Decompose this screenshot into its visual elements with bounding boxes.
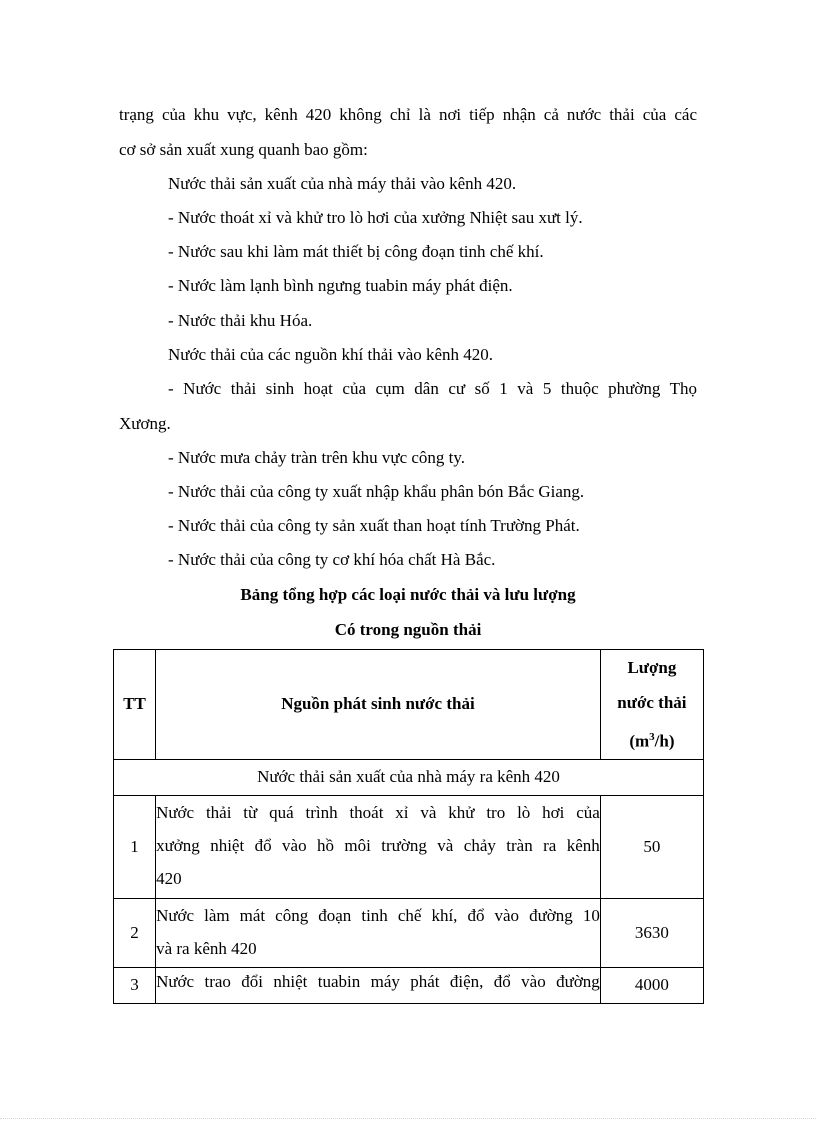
intro-line-1: trạng của khu vực, kênh 420 không chỉ là nơi tiếp nhận cả nước thải của các	[119, 105, 697, 124]
header-flow-unit	[601, 720, 703, 759]
row-source	[156, 795, 601, 898]
header-flow-unit-sup: 3	[649, 731, 655, 743]
wastewater-table	[113, 649, 704, 1004]
group2-item: - Nước thải của công ty cơ khí hóa chất Hà Bắc.	[168, 550, 496, 569]
row-source-line: 420	[156, 868, 182, 888]
group2-heading: Nước thải của các nguồn khí thải vào kênh 420.	[168, 345, 494, 364]
row-tt: 3	[114, 967, 156, 1003]
table-row	[114, 967, 704, 1003]
header-flow-unit-prefix: (m	[629, 731, 650, 751]
page-bottom-edge	[0, 1118, 816, 1119]
row-source-line: và ra kênh 420	[156, 938, 257, 958]
group1-heading: Nước thải sản xuất của nhà máy thải vào kênh 420.	[168, 174, 517, 193]
intro-line-2: cơ sở sản xuất xung quanh bao gồm:	[119, 140, 368, 159]
table-row	[114, 898, 704, 967]
group2-item: - Nước thải của công ty xuất nhập khẩu phân bón Bắc Giang.	[168, 482, 585, 501]
group2-item: - Nước thải của công ty sản xuất than hoạt tính Trường Phát.	[168, 516, 580, 535]
group2-item1-line1: - Nước thải sinh hoạt của cụm dân cư số 1 và 5 thuộc phường Thọ	[168, 379, 697, 398]
header-flow-line-1: Lượng	[627, 658, 677, 677]
header-flow	[600, 650, 703, 760]
table-title-line-2: Có trong nguồn thải	[334, 620, 482, 639]
group1-item: - Nước thoát xỉ và khử tro lò hơi của xưởng Nhiệt sau xưt lý.	[168, 208, 583, 227]
group1-item: - Nước sau khi làm mát thiết bị công đoạn tinh chế khí.	[168, 242, 544, 261]
group1-item: - Nước làm lạnh bình ngưng tuabin máy phát điện.	[168, 276, 513, 295]
row-source	[156, 898, 601, 967]
group2-item1-line2: Xương.	[119, 414, 171, 433]
row-tt: 1	[114, 795, 156, 898]
row-flow: 3630	[600, 898, 703, 967]
row-source-line: Nước thải từ quá trình thoát xỉ và khử tro lò hơi của	[156, 802, 600, 822]
table-title-line-1: Bảng tổng hợp các loại nước thải và lưu lượng	[240, 585, 576, 604]
row-source-line: Nước trao đổi nhiệt tuabin máy phát điện, đổ vào đường	[156, 971, 600, 991]
row-source-line: xưởng nhiệt đổ vào hồ môi trường và chảy tràn ra kênh	[156, 835, 600, 855]
header-flow-line-2: nước thải	[617, 693, 687, 712]
table-header-row	[114, 650, 704, 760]
section-label: Nước thải sản xuất của nhà máy ra kênh 420	[114, 759, 704, 795]
group2-item: - Nước mưa chảy tràn trên khu vực công ty.	[168, 448, 466, 467]
row-source-line: Nước làm mát công đoạn tinh chế khí, đổ vào đường 10	[156, 905, 600, 925]
table-row	[114, 795, 704, 898]
row-source	[156, 967, 601, 1003]
header-flow-unit-suffix: /h)	[654, 731, 675, 751]
row-flow: 4000	[600, 967, 703, 1003]
header-tt: TT	[114, 650, 156, 760]
table-section-row	[114, 759, 704, 795]
row-tt: 2	[114, 898, 156, 967]
row-flow: 50	[600, 795, 703, 898]
header-source: Nguồn phát sinh nước thải	[156, 650, 601, 760]
group1-item: - Nước thải khu Hóa.	[168, 311, 313, 330]
